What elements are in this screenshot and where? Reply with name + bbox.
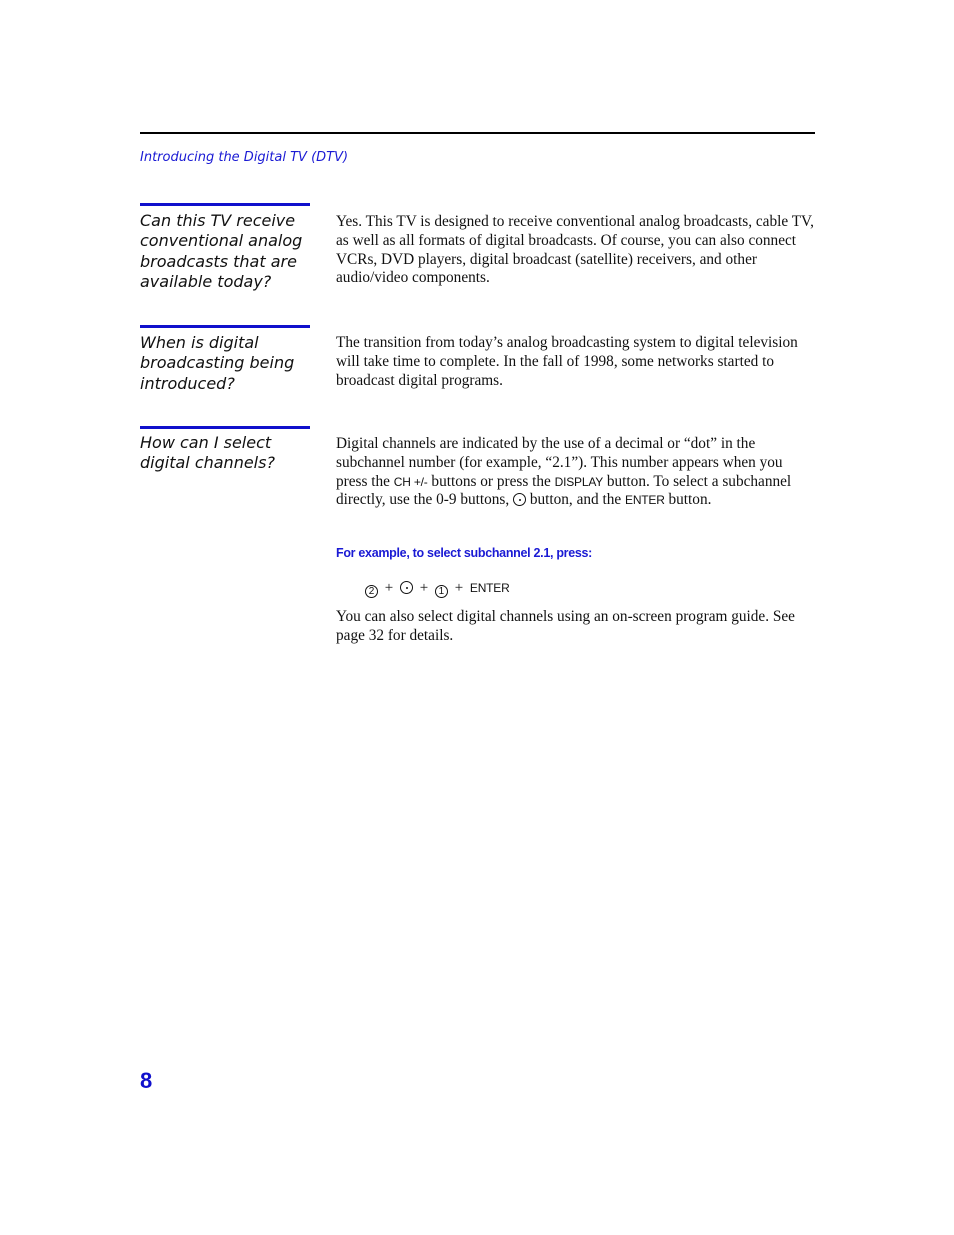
plus-sign: + (384, 580, 394, 596)
answer-text: You can also select digital channels using an on-screen program guide. See page 32 for details. (336, 608, 795, 644)
question-select-channels: How can I select digital channels? (140, 433, 275, 473)
page-number: 8 (140, 1068, 153, 1093)
answer-text: Digital channels are indicated by the use of a decimal or “dot” in the subchannel number (for example, “2.1”). This number appears when you press the CH +/- buttons or press the DISPLAY button. To select a subchannel directly, use the 0-9 buttons, button, and the ENTER button. (336, 435, 792, 509)
question-digital-introduction: When is digital broadcasting being introduced? (140, 333, 295, 393)
enter-button-label: ENTER (625, 493, 665, 508)
question-rule (140, 426, 310, 429)
example-label: For example, to select subchannel 2.1, press: (336, 546, 593, 560)
question-rule (140, 203, 310, 206)
plus-sign: + (454, 580, 464, 596)
question-rule (140, 325, 310, 328)
key-2-icon: 2 (365, 585, 378, 598)
question-analog-broadcasts: Can this TV receive conventional analog broadcasts that are available today? (140, 211, 303, 291)
answer-digital-introduction (336, 334, 814, 390)
answer-text: The transition from today’s analog broadcasting system to digital television will take time to complete. In the fall of 1998, some networks started to broadcast digital programs. (336, 334, 798, 389)
answer-analog-broadcasts (336, 213, 814, 288)
key-sequence (365, 579, 513, 598)
closing-paragraph (336, 608, 814, 646)
dot-button-icon (513, 493, 526, 506)
dot-button-icon (400, 581, 413, 594)
ch-button-label: CH +/- (393, 474, 428, 489)
enter-key-label: ENTER (469, 581, 510, 595)
answer-text: Yes. This TV is designed to receive conventional analog broadcasts, cable TV, as well as all formats of digital broadcasts. Of course, you can also connect VCRs, DVD players, digital broadcast (satellite) receivers, and other audio/video components. (336, 213, 814, 287)
header-rule (140, 132, 815, 134)
answer-select-channels (336, 435, 814, 510)
plus-sign: + (419, 580, 429, 596)
key-1-icon: 1 (435, 585, 448, 598)
running-header: Introducing the Digital TV (DTV) (140, 150, 349, 165)
display-button-label: DISPLAY (554, 474, 604, 489)
